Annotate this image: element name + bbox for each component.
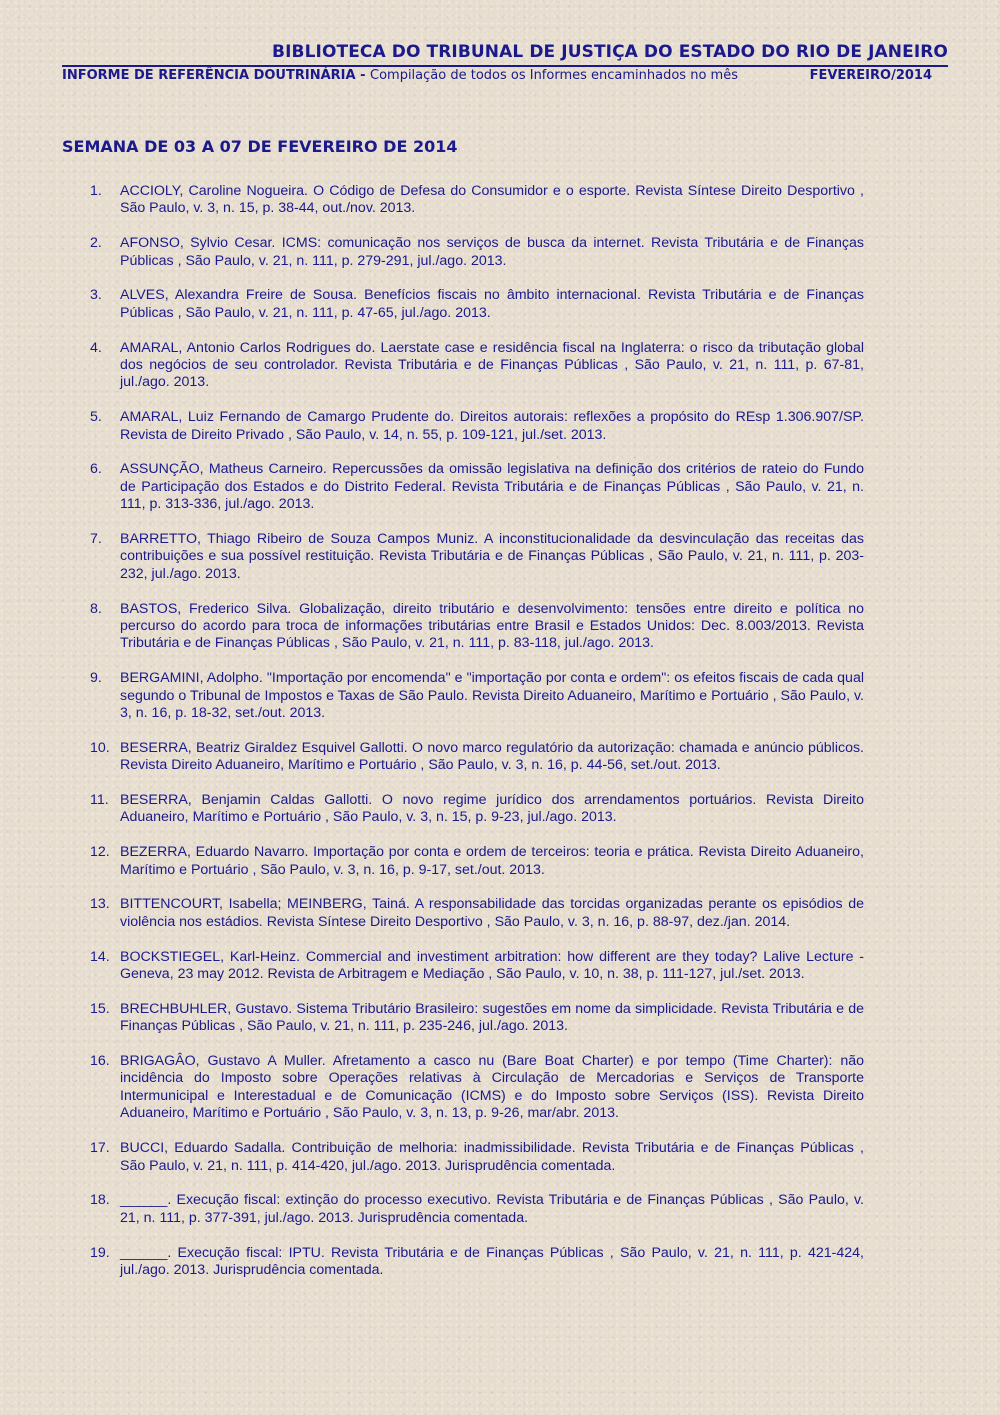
reference-text: BUCCI, Eduardo Sadalla. Contribuição de melhoria: inadmissibilidade. Revista Tributária e de Finanças Públicas , São Paulo, v. 21, n. 111, p. 414-420, jul./ago. 2013. Jurisprudência comentada. <box>120 1140 864 1174</box>
reference-text: AFONSO, Sylvio Cesar. ICMS: comunicação nos serviços de busca da internet. Revista Tributária e de Finanças Públicas , São Paulo, v. 21, n. 111, p. 279-291, jul./ago. 2013. <box>120 235 864 269</box>
reference-text: ______. Execução fiscal: IPTU. Revista Tributária e de Finanças Públicas , São Paulo, v. 21, n. 111, p. 421-424, jul./ago. 2013. Jurisprudência comentada. <box>120 1244 864 1278</box>
reference-text: BESERRA, Benjamin Caldas Gallotti. O novo regime jurídico dos arrendamentos portuários. Revista Direito Aduaneiro, Marítimo e Portuário , São Paulo, v. 3, n. 15, p. 9-23, jul./ago. 2013. <box>120 792 864 826</box>
reference-list <box>90 183 864 1297</box>
reference-number: 17. <box>90 1140 110 1157</box>
report-subtitle <box>62 68 932 83</box>
reference-item <box>90 183 864 218</box>
reference-item <box>90 740 864 775</box>
library-title: BIBLIOTECA DO TRIBUNAL DE JUSTIÇA DO ESTADO DO RIO DE JANEIRO <box>272 42 948 62</box>
reference-text: BRECHBUHLER, Gustavo. Sistema Tributário Brasileiro: sugestões em nome da simplicidade. Revista Tributária e de Finanças Públicas , São Paulo, v. 21, n. 111, p. 235-246, jul./ago. 2013. <box>120 1000 864 1035</box>
reference-item <box>90 844 864 879</box>
reference-number: 16. <box>90 1053 110 1070</box>
reference-number: 6. <box>90 461 102 478</box>
reference-text: BASTOS, Frederico Silva. Globalização, direito tributário e desenvolvimento: tensões entre direito e política no percurso do acordo para troca de informações tributárias entre Brasil e Estados Unidos: Dec. 8.003/2013. Revista Tributária e de Finanças Públicas , São Paulo, v. 21, n. 111, p. 83-118, jul./ago. 2013. <box>120 600 864 652</box>
reference-text: BOCKSTIEGEL, Karl-Heinz. Commercial and investiment arbitration: how different are they today? Lalive Lecture - Geneva, 23 may 2012. Revista de Arbitragem e Mediação , São Paulo, v. 10, n. 38, p. 111-127, jul./set. 2013. <box>120 948 864 983</box>
header-divider <box>62 65 948 67</box>
report-name: INFORME DE REFERÊNCIA DOUTRINÁRIA - <box>62 68 370 83</box>
reference-number: 5. <box>90 409 102 426</box>
reference-item <box>90 340 864 392</box>
reference-item <box>90 601 864 653</box>
reference-item <box>90 792 864 827</box>
reference-text: ALVES, Alexandra Freire de Sousa. Benefícios fiscais no âmbito internacional. Revista Tributária e de Finanças Públicas , São Paulo, v. 21, n. 111, p. 47-65, jul./ago. 2013. <box>120 287 864 321</box>
reference-number: 13. <box>90 896 110 913</box>
reference-text: BARRETTO, Thiago Ribeiro de Souza Campos Muniz. A inconstitucionalidade da desvinculação das receitas das contribuições e sua possível restituição. Revista Tributária e de Finanças Públicas , São Paulo, v. 21, n. 111, p. 203-232, jul./ago. 2013. <box>120 531 864 582</box>
reference-number: 15. <box>90 1000 110 1017</box>
reference-number: 8. <box>90 600 102 617</box>
report-month: FEVEREIRO/2014 <box>809 68 932 83</box>
reference-text: ______. Execução fiscal: extinção do processo executivo. Revista Tributária e de Finanças Públicas , São Paulo, v. 21, n. 111, p. 377-391, jul./ago. 2013. Jurisprudência comentada. <box>120 1192 864 1226</box>
reference-text: AMARAL, Luiz Fernando de Camargo Prudente do. Direitos autorais: reflexões a propósito do REsp 1.306.907/SP. Revista de Direito Privado , São Paulo, v. 14, n. 55, p. 109-121, jul./set. 2013. <box>120 409 864 443</box>
reference-item <box>90 287 864 322</box>
reference-text: BESERRA, Beatriz Giraldez Esquivel Gallotti. O novo marco regulatório da autorização: chamada e anúncio públicos. Revista Direito Aduaneiro, Marítimo e Portuário , São Paulo, v. 3, n. 16, p. 44-56, set./out. 2013. <box>120 739 864 774</box>
reference-item <box>90 1053 864 1123</box>
reference-number: 4. <box>90 339 102 356</box>
reference-number: 18. <box>90 1192 110 1209</box>
reference-item <box>90 1140 864 1175</box>
reference-item <box>90 670 864 722</box>
reference-number: 14. <box>90 948 110 965</box>
reference-number: 9. <box>90 670 102 687</box>
reference-item <box>90 1245 864 1280</box>
reference-text: ASSUNÇÃO, Matheus Carneiro. Repercussões da omissão legislativa na definição dos critérios de rateio do Fundo de Participação dos Estados e do Distrito Federal. Revista Tributária e de Finanças Públicas , São Paulo, v. 21, n. 111, p. 313-336, jul./ago. 2013. <box>120 461 864 513</box>
reference-item <box>90 1001 864 1036</box>
reference-text: BERGAMINI, Adolpho. "Importação por encomenda" e "importação por conta e ordem": os efeitos fiscais de cada qual segundo o Tribunal de Impostos e Taxas de São Paulo. Revista Direito Aduaneiro, Marítimo e Portuário , São Paulo, v. 3, n. 16, p. 18-32, set./out. 2013. <box>120 670 864 722</box>
reference-number: 10. <box>90 739 110 756</box>
reference-item <box>90 461 864 513</box>
reference-number: 2. <box>90 235 102 252</box>
reference-number: 3. <box>90 287 102 304</box>
reference-item <box>90 531 864 583</box>
reference-text: BRIGAGÂO, Gustavo A Muller. Afretamento a casco nu (Bare Boat Charter) e por tempo (Time Charter): não incidência do Imposto sobre Operações relativas à Circulação de Mercadorias e Serviços de Transporte Intermunicipal e Interestadual e de Comunicação (ICMS) e do Imposto sobre Serviços (ISS). Revista Direito Aduaneiro, Marítimo e Portuário , São Paulo, v. 3, n. 13, p. 9-26, mar/abr. 2013. <box>120 1053 864 1122</box>
reference-text: ACCIOLY, Caroline Nogueira. O Código de Defesa do Consumidor e o esporte. Revista Síntese Direito Desportivo , São Paulo, v. 3, n. 15, p. 38-44, out./nov. 2013. <box>120 183 864 217</box>
reference-number: 1. <box>90 183 102 199</box>
report-description: Compilação de todos os Informes encaminhados no mês <box>370 68 738 83</box>
reference-number: 12. <box>90 844 110 861</box>
reference-text: AMARAL, Antonio Carlos Rodrigues do. Laerstate case e residência fiscal na Inglaterra: o risco da tributação global dos negócios de seu controlador. Revista Tributária e de Finanças Públicas , São Paulo, v. 21, n. 111, p. 67-81, jul./ago. 2013. <box>120 339 864 391</box>
reference-text: BEZERRA, Eduardo Navarro. Importação por conta e ordem de terceiros: teoria e prática. Revista Direito Aduaneiro, Marítimo e Portuário , São Paulo, v. 3, n. 16, p. 9-17, set./out. 2013. <box>120 844 864 878</box>
reference-number: 7. <box>90 531 102 548</box>
reference-item <box>90 409 864 444</box>
reference-number: 11. <box>90 792 109 809</box>
reference-item <box>90 949 864 984</box>
reference-text: BITTENCOURT, Isabella; MEINBERG, Tainá. A responsabilidade das torcidas organizadas perante os episódios de violência nos estádios. Revista Síntese Direito Desportivo , São Paulo, v. 3, n. 16, p. 88-97, dez./jan. 2014. <box>120 896 864 930</box>
reference-number: 19. <box>90 1244 110 1261</box>
reference-item <box>90 235 864 270</box>
reference-item <box>90 896 864 931</box>
week-heading: SEMANA DE 03 A 07 DE FEVEREIRO DE 2014 <box>62 137 458 156</box>
reference-item <box>90 1192 864 1227</box>
